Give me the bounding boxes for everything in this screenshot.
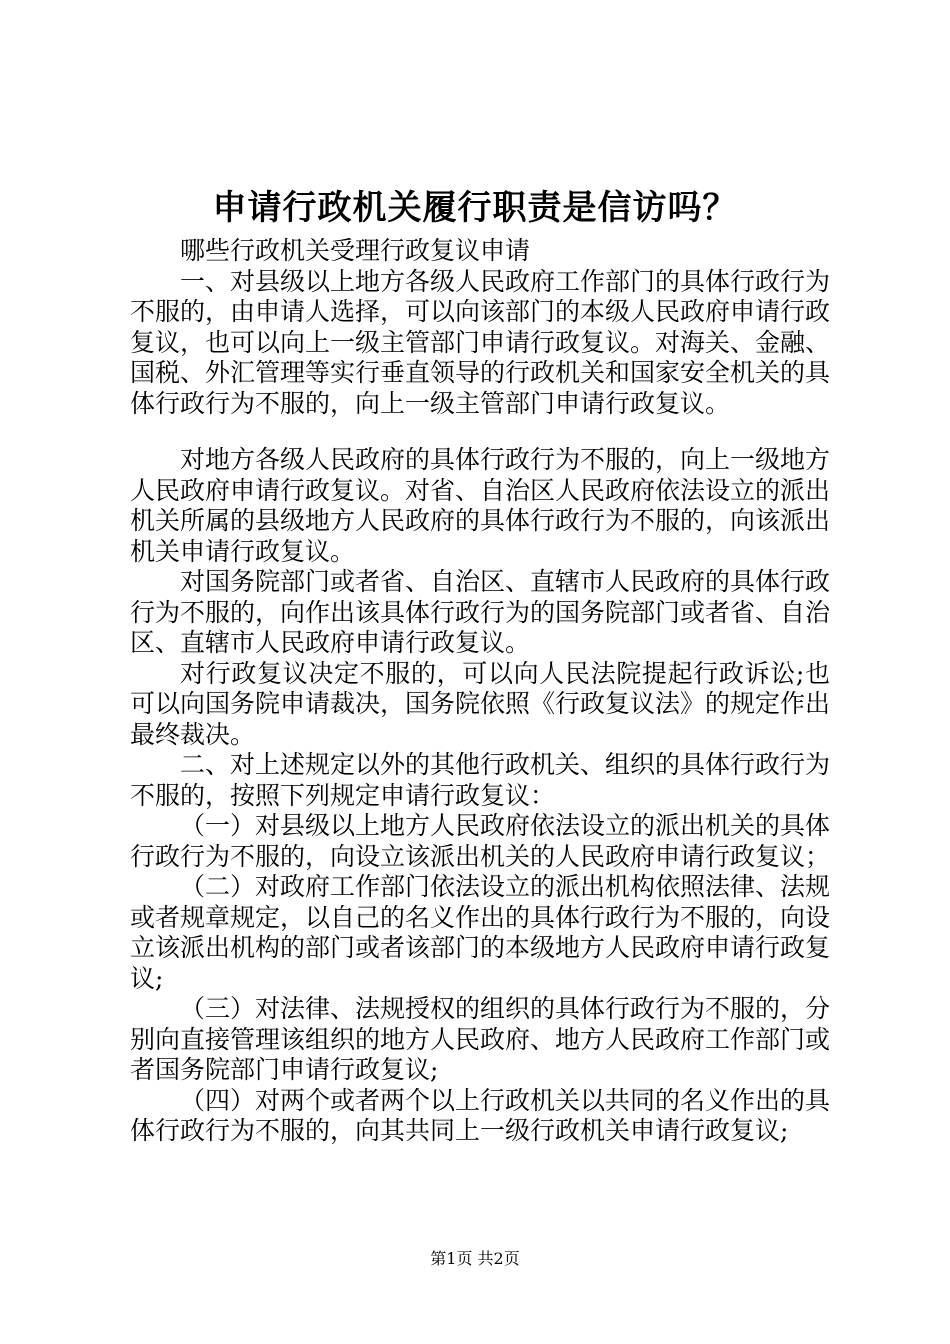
paragraph-3: 对国务院部门或者省、自治区、直辖市人民政府的具体行政行为不服的，向作出该具体行政行为的国务院部门或者省、自治区、直辖市人民政府申请行政复议。 [130, 567, 831, 657]
page-footer: 第1页 共2页 [430, 1249, 520, 1268]
paragraph-1: 一、对县级以上地方各级人民政府工作部门的具体行政行为不服的，由申请人选择，可以向该部门的本级人民政府申请行政复议，也可以向上一级主管部门申请行政复议。对海关、金融、国税、外汇管理等实行垂直领导的行政机关和国家安全机关的具体行政行为不服的，向上一级主管部门申请行政复议。 [130, 266, 831, 418]
paragraph-4: 对行政复议决定不服的，可以向人民法院提起行政诉讼;也可以向国务院申请裁决，国务院依照《行政复议法》的规定作出最终裁决。 [130, 658, 831, 749]
paragraph-8: （三）对法律、法规授权的组织的具体行政行为不服的，分别向直接管理该组织的地方人民政府、地方人民政府工作部门或者国务院部门申请行政复议; [130, 994, 831, 1084]
paragraph-5: 二、对上述规定以外的其他行政机关、组织的具体行政行为不服的，按照下列规定申请行政复议： [130, 750, 831, 810]
paragraph-9: （四）对两个或者两个以上行政机关以共同的名义作出的具体行政行为不服的，向其共同上一级行政机关申请行政复议; [130, 1085, 831, 1145]
document-title: 申请行政机关履行职责是信访吗？ [212, 188, 738, 228]
paragraph-6: （一）对县级以上地方人民政府依法设立的派出机关的具体行政行为不服的，向设立该派出机关的人民政府申请行政复议； [130, 811, 831, 871]
document-body [130, 236, 830, 1147]
paragraph-heading: 哪些行政机关受理行政复议申请 [180, 236, 531, 265]
paragraph-7: （二）对政府工作部门依法设立的派出机构依照法律、法规或者规章规定，以自己的名义作出的具体行政行为不服的，向设立该派出机构的部门或者该部门的本级地方人民政府申请行政复议; [130, 872, 831, 993]
paragraph-2: 对地方各级人民政府的具体行政行为不服的，向上一级地方人民政府申请行政复议。对省、自治区人民政府依法设立的派出机关所属的县级地方人民政府的具体行政行为不服的，向该派出机关申请行政复议。 [130, 445, 831, 566]
